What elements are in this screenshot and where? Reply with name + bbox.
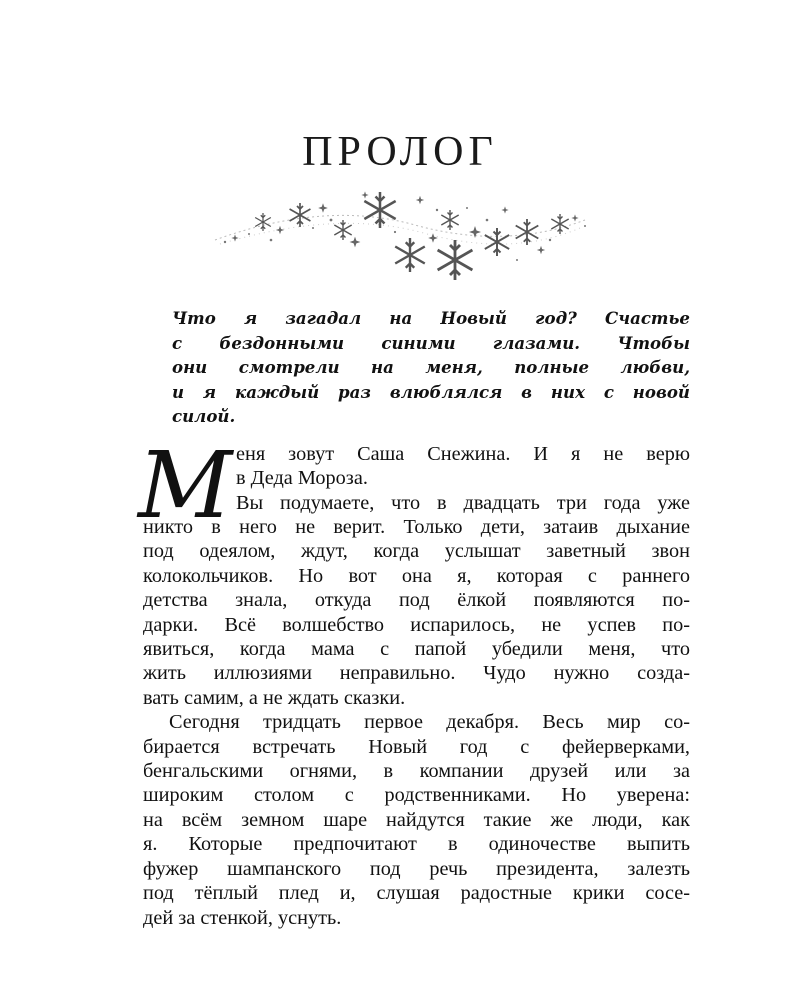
body-first-lines [236,442,690,515]
body-line: широким столом с родственниками. Но уверена: [143,784,690,807]
epigraph-line: силой. [172,406,236,426]
epigraph [172,306,690,429]
body-line: на всём земном шаре найдутся такие же люди, как [143,808,690,831]
body-line: вать самим, а не ждать сказки. [143,686,406,709]
body-line: еня зовут Саша Снежина. И я не верю [236,443,690,465]
epigraph-line: Что я загадал на Новый год? Счастье [172,308,690,328]
body-text [143,515,690,930]
body-line: детства знала, откуда под ёлкой появляются по- [143,589,690,612]
body-line: явиться, когда мама с папой убедили меня, что [143,638,690,661]
drop-cap: М [138,432,233,539]
body-line: Вы подумаете, что в двадцать три года уже [236,491,690,514]
body-line: в Деда Мороза. [236,467,368,490]
chapter-title: ПРОЛОГ [302,129,498,175]
body-line: я. Которые предпочитают в одиночестве выпить [143,833,690,856]
body-line: под одеялом, ждут, когда услышат заветный звон [143,540,690,563]
body-line: бенгальскими огнями, в компании друзей или за [143,760,690,783]
body-line: колокольчиков. Но вот она я, которая с раннего [143,564,690,587]
body-line: фужер шампанского под речь президента, залезть [143,857,690,880]
body-line: бирается встречать Новый год с фейерверками, [143,735,690,758]
body-line: дей за стенкой, уснуть. [143,906,342,929]
body-line: Сегодня тридцать первое декабря. Весь мир со- [169,711,690,734]
body-line: дарки. Всё волшебство испарилось, не успев по- [143,613,690,636]
epigraph-line: с бездонными синими глазами. Чтобы [172,332,690,353]
body-line: никто в него не верит. Только дети, затаив дыхание [143,516,690,538]
snowflakes-ornament-icon [205,180,595,285]
body-line: жить иллюзиями неправильно. Чудо нужно созда- [143,662,690,685]
epigraph-line: они смотрели на меня, полные любви, [172,357,690,377]
body-line: под тёплый плед и, слушая радостные крики сосе- [143,882,690,905]
epigraph-line: и я каждый раз влюблялся в них с новой [172,381,690,402]
